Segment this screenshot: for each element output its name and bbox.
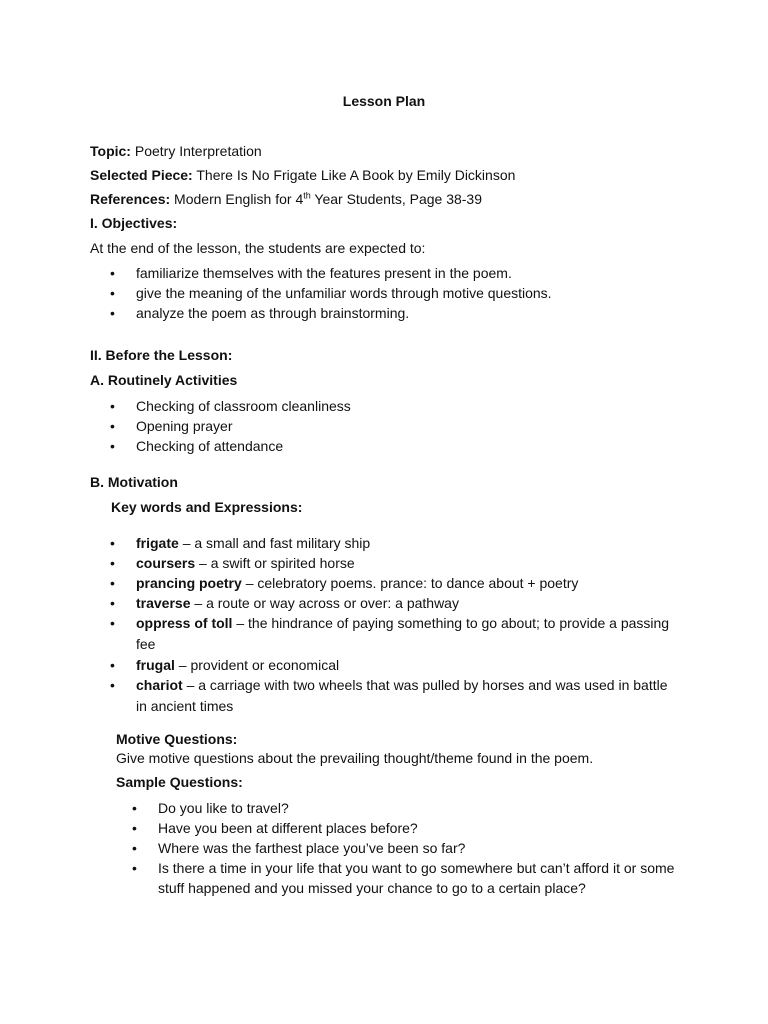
list-item: • analyze the poem as through brainstorming. xyxy=(110,303,710,323)
motive-questions-text: Give motive questions about the prevailing thought/theme found in the poem. xyxy=(116,750,594,766)
term-definition: – provident or economical xyxy=(178,657,340,673)
list-item xyxy=(110,655,670,675)
key-words-list xyxy=(110,533,670,717)
list-item: • Have you been at different places before? xyxy=(132,818,680,838)
topic-value: Poetry Interpretation xyxy=(134,143,262,159)
list-item xyxy=(110,573,670,593)
list-item: • Opening prayer xyxy=(110,416,710,436)
term-definition: – celebratory poems. prance: to dance about + poetry xyxy=(245,575,579,591)
term: oppress of toll xyxy=(136,615,233,631)
list-item xyxy=(110,593,670,613)
references-label: References: xyxy=(90,191,171,207)
key-words-heading: Key words and Expressions: xyxy=(111,499,303,515)
list-item xyxy=(110,533,670,553)
list-item: • Checking of attendance xyxy=(110,436,710,456)
motive-questions-heading: Motive Questions: xyxy=(116,731,238,747)
routinely-heading: A. Routinely Activities xyxy=(90,372,238,388)
sample-questions-heading: Sample Questions: xyxy=(116,774,243,790)
list-item: • Where was the farthest place you’ve been so far? xyxy=(132,838,680,858)
motivation-heading: B. Motivation xyxy=(90,474,178,490)
term-definition: – a swift or spirited horse xyxy=(199,555,355,571)
list-item: • Is there a time in your life that you want to go somewhere but can’t afford it or some stuff happened and you missed your chance to go to a certain place? xyxy=(132,858,680,898)
routinely-list xyxy=(110,396,710,456)
references-line xyxy=(90,191,482,207)
references-value-pre: Modern English for 4 xyxy=(174,191,304,207)
references-value-post: Year Students, Page 38-39 xyxy=(314,191,483,207)
list-item: • give the meaning of the unfamiliar words through motive questions. xyxy=(110,283,710,303)
list-item: • Do you like to travel? xyxy=(132,798,680,818)
before-lesson-heading: II. Before the Lesson: xyxy=(90,347,233,363)
topic-line xyxy=(90,143,262,159)
list-item xyxy=(110,553,670,573)
page-title: Lesson Plan xyxy=(342,93,426,109)
term: chariot xyxy=(136,677,183,693)
sample-questions-list xyxy=(132,798,680,898)
term-definition: – a carriage with two wheels that was pulled by horses and was used in battle in ancient times xyxy=(136,677,668,714)
term: prancing poetry xyxy=(136,575,242,591)
objectives-intro: At the end of the lesson, the students are expected to: xyxy=(90,240,426,256)
list-item xyxy=(110,613,670,655)
selected-piece-line xyxy=(90,167,515,183)
list-item xyxy=(110,675,670,717)
selected-piece-value: There Is No Frigate Like A Book by Emily Dickinson xyxy=(196,167,516,183)
term-definition: – a route or way across or over: a pathway xyxy=(194,595,459,611)
references-sup: th xyxy=(303,190,311,201)
objectives-list xyxy=(110,263,710,323)
term: frugal xyxy=(136,657,175,673)
term: frigate xyxy=(136,535,179,551)
term-definition: – the hindrance of paying something to go about; to provide a passing fee xyxy=(136,615,670,652)
term: coursers xyxy=(136,555,196,571)
topic-label: Topic: xyxy=(90,143,131,159)
selected-piece-label: Selected Piece: xyxy=(90,167,193,183)
term-definition: – a small and fast military ship xyxy=(182,535,371,551)
list-item: • familiarize themselves with the features present in the poem. xyxy=(110,263,710,283)
term: traverse xyxy=(136,595,191,611)
list-item: • Checking of classroom cleanliness xyxy=(110,396,710,416)
objectives-heading: I. Objectives: xyxy=(90,215,178,231)
